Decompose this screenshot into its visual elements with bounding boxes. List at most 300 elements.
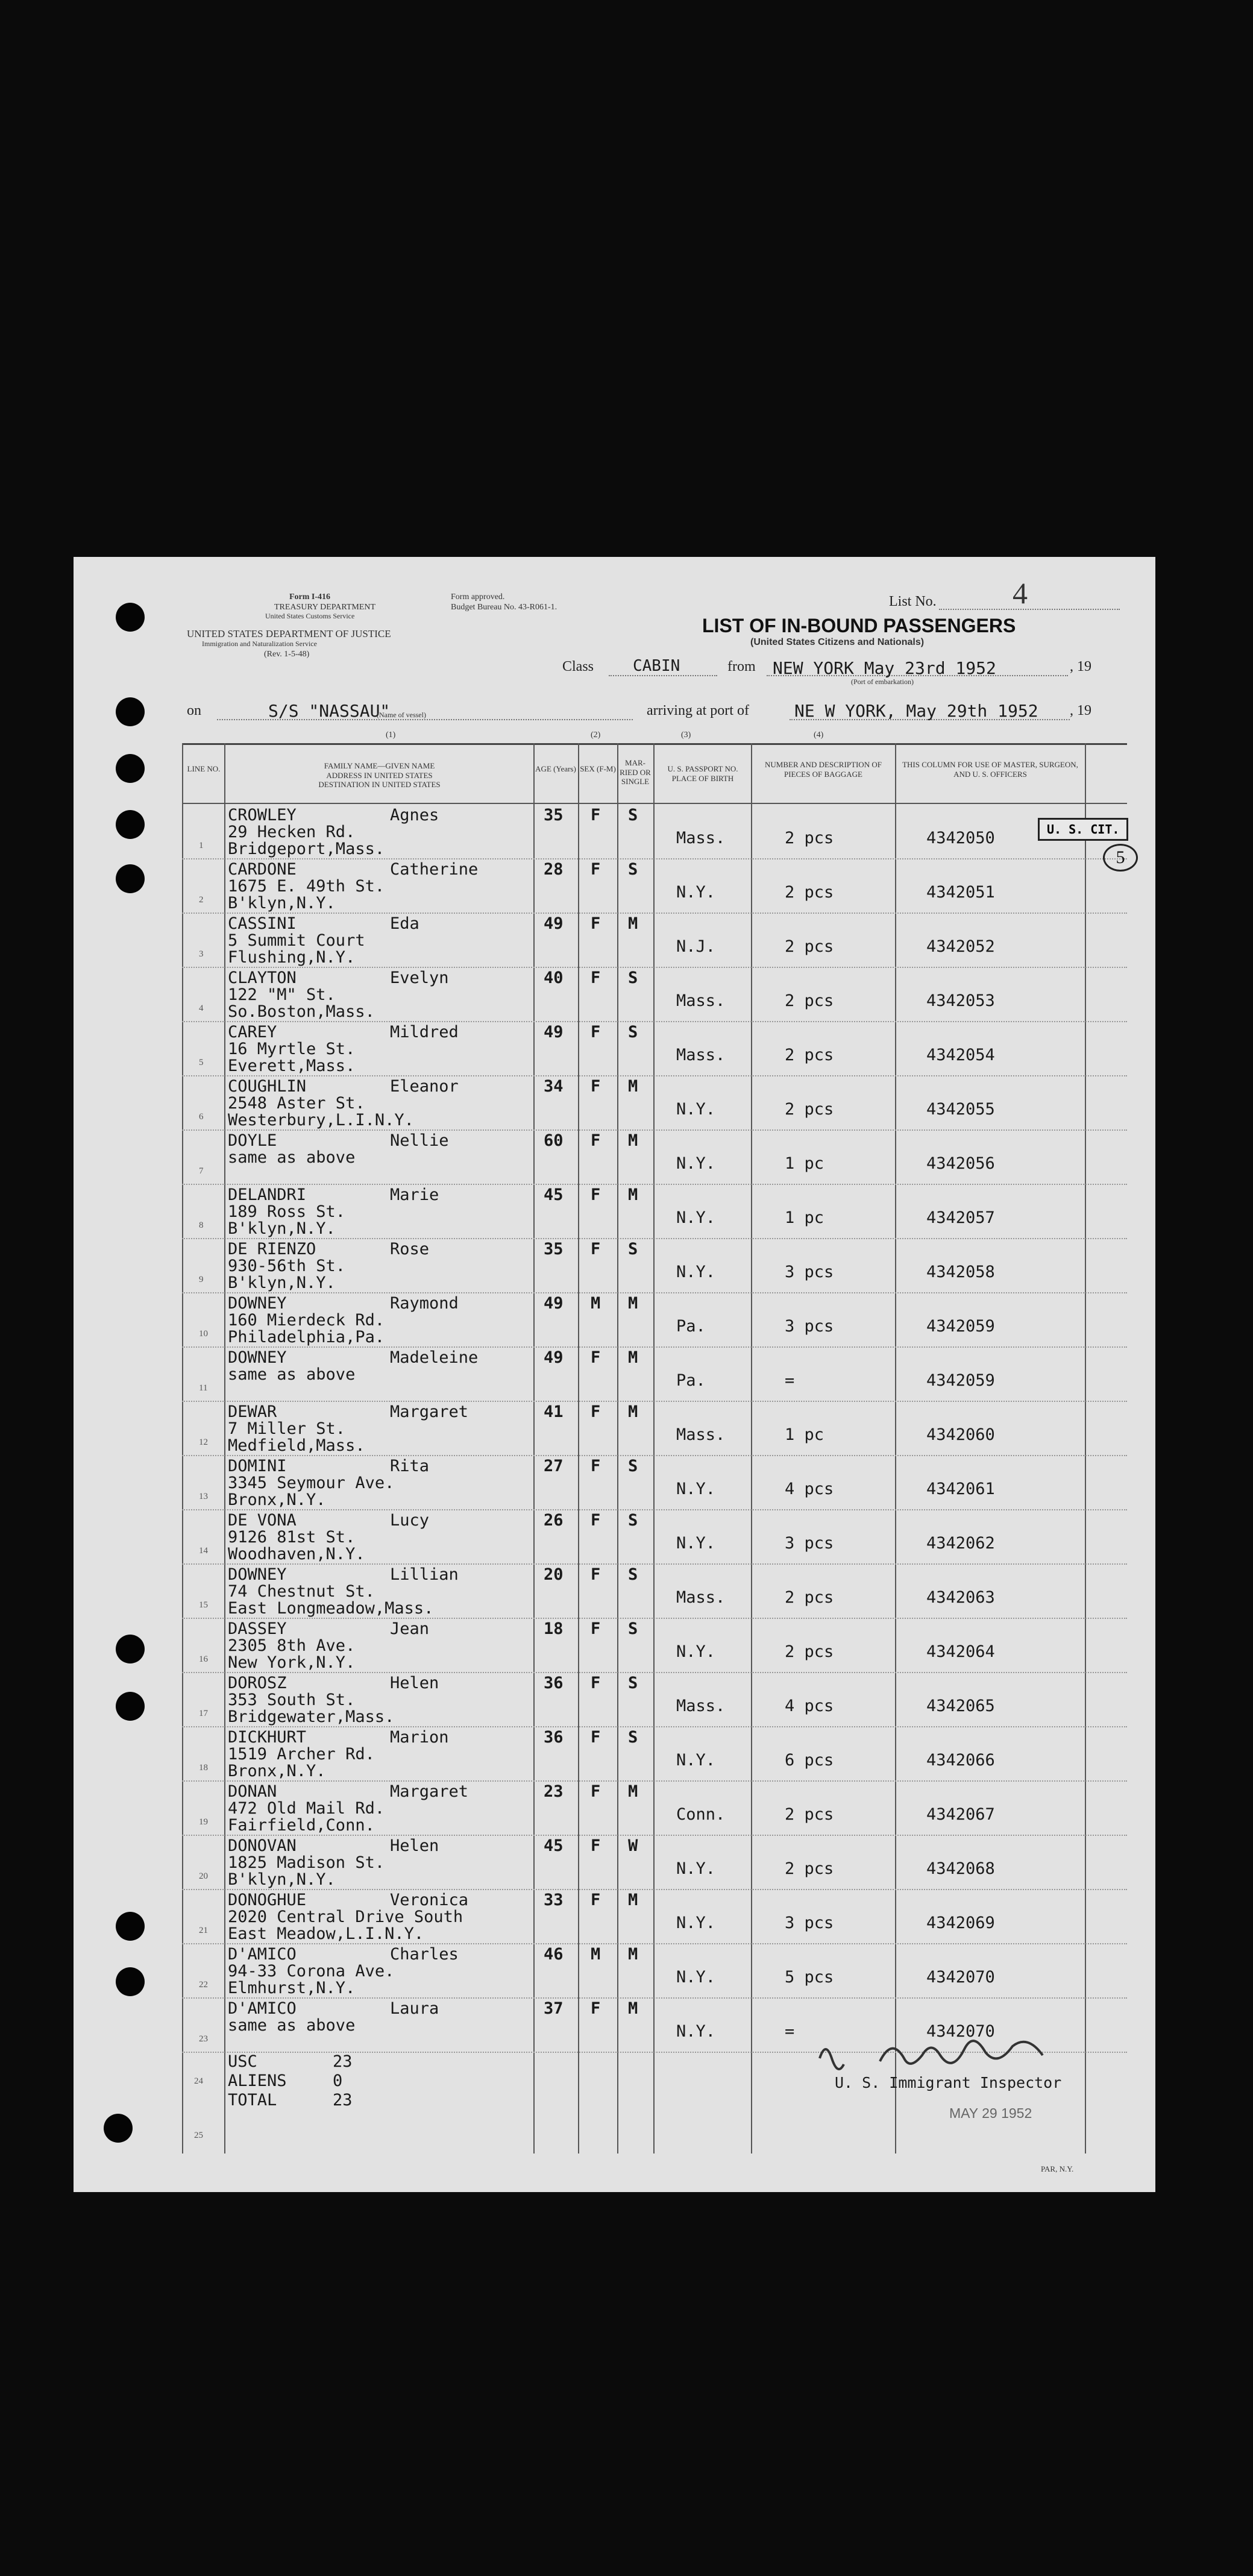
given-name: Madeleine	[390, 1348, 479, 1367]
punch-hole	[104, 2114, 133, 2143]
address-line-1: 5 Summit Court	[228, 931, 365, 950]
place-of-birth: N.Y.	[676, 1914, 716, 1932]
line-number: 10	[199, 1329, 208, 1339]
family-name: DEWAR	[228, 1403, 277, 1421]
header-name: FAMILY NAME—GIVEN NAME ADDRESS IN UNITED STATES DESTINATION IN UNITED STATES	[318, 761, 441, 790]
age: 18	[544, 1619, 564, 1638]
given-name: Eda	[390, 914, 419, 933]
arriving-value: NE W YORK, May 29th 1952	[794, 701, 1038, 721]
line-number: 2	[199, 895, 204, 905]
age: 36	[544, 1674, 564, 1692]
family-name: DICKHURT	[228, 1728, 307, 1747]
line-number: 19	[199, 1817, 208, 1827]
family-name: DELANDRI	[228, 1186, 307, 1204]
table-row	[182, 1781, 1127, 1835]
place-of-birth: Conn.	[676, 1805, 726, 1824]
officer-number: 4342069	[926, 1914, 995, 1932]
address-line-2: Medfield,Mass.	[228, 1436, 365, 1455]
line-number: 3	[199, 949, 204, 959]
address-line-2: Bridgeport,Mass.	[228, 840, 385, 858]
address-line-1: same as above	[228, 2016, 356, 2035]
place-of-birth: N.Y.	[676, 1534, 716, 1553]
address-line-1: 1519 Archer Rd.	[228, 1745, 375, 1764]
given-name: Charles	[390, 1945, 459, 1964]
baggage: 4 pcs	[785, 1480, 834, 1498]
address-line-1: 353 South St.	[228, 1691, 356, 1709]
given-name: Jean	[390, 1619, 430, 1638]
marital-status: S	[628, 1619, 638, 1638]
marital-status: M	[628, 1782, 638, 1801]
punch-hole	[116, 1635, 145, 1663]
year-suffix-2: , 19	[1070, 703, 1091, 718]
officer-number: 4342053	[926, 991, 995, 1010]
given-name: Rita	[390, 1457, 430, 1475]
class-line	[609, 675, 717, 676]
line-number: 11	[199, 1383, 208, 1393]
form-approved: Form approved.	[451, 592, 505, 602]
ins-service: Immigration and Naturalization Service	[202, 639, 317, 648]
table-row	[182, 1239, 1127, 1293]
baggage: 1 pc	[785, 1154, 824, 1173]
address-line-1: 29 Hecken Rd.	[228, 823, 356, 841]
given-name: Marie	[390, 1186, 439, 1204]
sex: F	[591, 914, 601, 933]
total-label: TOTAL	[228, 2091, 277, 2109]
inspector-date-stamp: MAY 29 1952	[949, 2105, 1032, 2121]
col-num-4: (4)	[814, 730, 824, 740]
marital-status: W	[628, 1836, 638, 1855]
address-line-1: 160 Mierdeck Rd.	[228, 1311, 385, 1330]
line-number: 25	[194, 2131, 203, 2140]
family-name: DOWNEY	[228, 1294, 287, 1313]
baggage: 2 pcs	[785, 1859, 834, 1878]
officer-number: 4342050	[926, 829, 995, 847]
officer-number: 4342064	[926, 1642, 995, 1661]
class-value: CABIN	[633, 657, 680, 675]
address-line-2: B'klyn,N.Y.	[228, 894, 336, 913]
family-name: D'AMICO	[228, 1945, 297, 1964]
from-value: NEW YORK May 23rd 1952	[773, 658, 996, 678]
marital-status: M	[628, 1945, 638, 1964]
sex: F	[591, 1403, 601, 1421]
marital-status: M	[628, 1403, 638, 1421]
given-name: Eleanor	[390, 1077, 459, 1096]
table-row	[182, 967, 1127, 1022]
punch-hole	[116, 1967, 145, 1996]
address-line-2: B'klyn,N.Y.	[228, 1219, 336, 1238]
given-name: Mildred	[390, 1023, 459, 1041]
family-name: DONOGHUE	[228, 1891, 307, 1909]
sex: F	[591, 1891, 601, 1909]
sex: F	[591, 1457, 601, 1475]
address-line-1: same as above	[228, 1365, 356, 1384]
marital-status: S	[628, 1457, 638, 1475]
punch-hole	[116, 754, 145, 783]
given-name: Raymond	[390, 1294, 459, 1313]
from-label: from	[727, 659, 756, 674]
sex: F	[591, 806, 601, 825]
line-number: 22	[199, 1980, 208, 1990]
officer-number: 4342068	[926, 1859, 995, 1878]
line-number: 20	[199, 1871, 208, 1881]
sex: F	[591, 1728, 601, 1747]
line-number: 1	[199, 841, 204, 850]
address-line-2: East Longmeadow,Mass.	[228, 1599, 434, 1618]
family-name: DOYLE	[228, 1131, 277, 1150]
officer-number: 4342058	[926, 1263, 995, 1281]
punch-hole	[116, 864, 145, 893]
age: 35	[544, 806, 564, 825]
baggage: 1 pc	[785, 1425, 824, 1444]
marital-status: M	[628, 1999, 638, 2018]
address-line-1: 2305 8th Ave.	[228, 1636, 356, 1655]
given-name: Lucy	[390, 1511, 430, 1530]
list-no-label: List No.	[889, 594, 937, 609]
col-num-1: (1)	[386, 730, 396, 740]
place-of-birth: Mass.	[676, 1588, 726, 1607]
address-line-1: same as above	[228, 1148, 356, 1167]
port-caption: (Port of embarkation)	[851, 677, 914, 686]
given-name: Helen	[390, 1674, 439, 1692]
line-number: 16	[199, 1654, 208, 1664]
on-label: on	[187, 703, 201, 718]
place-of-birth: N.Y.	[676, 1642, 716, 1661]
sex: F	[591, 1565, 601, 1584]
address-line-1: 472 Old Mail Rd.	[228, 1799, 385, 1818]
address-line-2: New York,N.Y.	[228, 1653, 356, 1672]
address-line-1: 930-56th St.	[228, 1257, 346, 1275]
class-label: Class	[562, 659, 594, 674]
us-citizen-stamp: U. S. CIT.	[1038, 818, 1128, 841]
line-number: 21	[199, 1926, 208, 1935]
address-line-2: So.Boston,Mass.	[228, 1002, 375, 1021]
family-name: D'AMICO	[228, 1999, 297, 2018]
punch-hole	[116, 810, 145, 839]
age: 34	[544, 1077, 564, 1096]
place-of-birth: Mass.	[676, 1425, 726, 1444]
marital-status: M	[628, 1077, 638, 1096]
place-of-birth: Mass.	[676, 1046, 726, 1064]
given-name: Marion	[390, 1728, 449, 1747]
family-name: COUGHLIN	[228, 1077, 307, 1096]
table-row	[182, 1293, 1127, 1347]
age: 49	[544, 914, 564, 933]
officer-number: 4342057	[926, 1208, 995, 1227]
address-line-1: 2548 Aster St.	[228, 1094, 365, 1113]
header-passport: U. S. PASSPORT NO. PLACE OF BIRTH	[667, 764, 738, 783]
officer-number: 4342070	[926, 1968, 995, 1987]
marital-status: M	[628, 1348, 638, 1367]
marital-status: S	[628, 806, 638, 825]
baggage: 1 pc	[785, 1208, 824, 1227]
age: 60	[544, 1131, 564, 1150]
marital-status: M	[628, 1131, 638, 1150]
table-row	[182, 1401, 1127, 1456]
punch-hole	[116, 697, 145, 726]
marital-status: S	[628, 860, 638, 879]
address-line-2: Fairfield,Conn.	[228, 1816, 375, 1835]
table-row	[182, 1130, 1127, 1184]
given-name: Lillian	[390, 1565, 459, 1584]
table-row	[182, 1727, 1127, 1781]
baggage: 5 pcs	[785, 1968, 834, 1987]
place-of-birth: N.Y.	[676, 1154, 716, 1173]
sex: F	[591, 1999, 601, 2018]
line-number: 7	[199, 1166, 204, 1176]
sex: F	[591, 1782, 601, 1801]
address-line-1: 189 Ross St.	[228, 1202, 346, 1221]
address-line-2: Philadelphia,Pa.	[228, 1328, 385, 1346]
family-name: CAREY	[228, 1023, 277, 1041]
place-of-birth: N.Y.	[676, 2022, 716, 2041]
sex: F	[591, 969, 601, 987]
aliens-count: 0	[333, 2072, 343, 2090]
baggage: 2 pcs	[785, 1046, 834, 1064]
marital-status: M	[628, 914, 638, 933]
line-number: 24	[194, 2076, 203, 2086]
table-row	[182, 1618, 1127, 1673]
age: 46	[544, 1945, 564, 1964]
place-of-birth: N.J.	[676, 937, 716, 956]
sex: M	[591, 1294, 601, 1313]
vessel-caption: (Name of vessel)	[377, 711, 426, 719]
family-name: CASSINI	[228, 914, 297, 933]
officer-number: 4342051	[926, 883, 995, 902]
header-officers: THIS COLUMN FOR USE OF MASTER, SURGEON, AND U. S. OFFICERS	[902, 760, 1078, 779]
address-line-2: Westerbury,L.I.N.Y.	[228, 1111, 414, 1129]
family-name: CROWLEY	[228, 806, 297, 825]
marital-status: S	[628, 1511, 638, 1530]
form-number: Form I-416	[289, 592, 331, 602]
address-line-2: Bronx,N.Y.	[228, 1491, 326, 1509]
form-rev: (Rev. 1-5-48)	[264, 650, 310, 659]
family-name: DE RIENZO	[228, 1240, 316, 1258]
family-name: CARDONE	[228, 860, 297, 879]
given-name: Margaret	[390, 1782, 469, 1801]
sex: F	[591, 1836, 601, 1855]
baggage: 2 pcs	[785, 937, 834, 956]
punch-hole	[116, 1912, 145, 1941]
family-name: DE VONA	[228, 1511, 297, 1530]
line-number: 6	[199, 1112, 204, 1122]
col-num-3: (3)	[681, 730, 691, 740]
line-number: 8	[199, 1220, 204, 1230]
age: 49	[544, 1023, 564, 1041]
officer-number: 4342063	[926, 1588, 995, 1607]
officer-number: 4342056	[926, 1154, 995, 1173]
officer-number: 4342060	[926, 1425, 995, 1444]
line-number: 14	[199, 1546, 208, 1556]
address-line-2: Everett,Mass.	[228, 1057, 356, 1075]
family-name: DONAN	[228, 1782, 277, 1801]
line-number: 18	[199, 1763, 208, 1773]
address-line-1: 74 Chestnut St.	[228, 1582, 375, 1601]
place-of-birth: N.Y.	[676, 1480, 716, 1498]
baggage: 2 pcs	[785, 1100, 834, 1119]
address-line-2: Elmhurst,N.Y.	[228, 1979, 356, 1997]
given-name: Laura	[390, 1999, 439, 2018]
punch-hole	[116, 603, 145, 632]
baggage: 2 pcs	[785, 1588, 834, 1607]
baggage: 3 pcs	[785, 1914, 834, 1932]
officer-number: 4342054	[926, 1046, 995, 1064]
sex: F	[591, 1023, 601, 1041]
address-line-1: 9126 81st St.	[228, 1528, 356, 1547]
age: 35	[544, 1240, 564, 1258]
age: 49	[544, 1348, 564, 1367]
officer-number: 4342052	[926, 937, 995, 956]
officer-number: 4342059	[926, 1371, 995, 1390]
place-of-birth: Mass.	[676, 1697, 726, 1715]
baggage: 2 pcs	[785, 883, 834, 902]
baggage: 4 pcs	[785, 1697, 834, 1715]
table-row	[182, 859, 1127, 913]
signature-stroke	[820, 2041, 1043, 2069]
sex: F	[591, 860, 601, 879]
baggage: 3 pcs	[785, 1317, 834, 1336]
header-line-no: LINE NO.	[187, 764, 221, 773]
given-name: Evelyn	[390, 969, 449, 987]
header-rule	[182, 803, 1127, 804]
page-title: LIST OF IN-BOUND PASSENGERS	[702, 615, 1016, 636]
officer-number: 4342065	[926, 1697, 995, 1715]
sex: F	[591, 1348, 601, 1367]
table-row	[182, 1890, 1127, 1944]
baggage: 6 pcs	[785, 1751, 834, 1770]
place-of-birth: N.Y.	[676, 1208, 716, 1227]
place-of-birth: N.Y.	[676, 883, 716, 902]
place-of-birth: N.Y.	[676, 1968, 716, 1987]
usc-label: USC	[228, 2052, 257, 2071]
list-no-line	[939, 609, 1120, 610]
marital-status: S	[628, 1023, 638, 1041]
address-line-1: 3345 Seymour Ave.	[228, 1474, 395, 1492]
age: 45	[544, 1186, 564, 1204]
age: 49	[544, 1294, 564, 1313]
baggage: 2 pcs	[785, 991, 834, 1010]
given-name: Agnes	[390, 806, 439, 825]
line-number: 9	[199, 1275, 204, 1284]
marital-status: S	[628, 969, 638, 987]
address-line-2: Bronx,N.Y.	[228, 1762, 326, 1780]
passenger-table	[182, 743, 1127, 2153]
officer-number: 4342059	[926, 1317, 995, 1336]
address-line-2: B'klyn,N.Y.	[228, 1870, 336, 1889]
sex: F	[591, 1131, 601, 1150]
age: 37	[544, 1999, 564, 2018]
place-of-birth: N.Y.	[676, 1751, 716, 1770]
table-row	[182, 1184, 1127, 1239]
officer-number: 4342070	[926, 2022, 995, 2041]
treasury-dept: TREASURY DEPARTMENT	[274, 603, 376, 612]
table-row	[182, 1510, 1127, 1564]
sex: F	[591, 1619, 601, 1638]
sex: F	[591, 1240, 601, 1258]
baggage: 3 pcs	[785, 1263, 834, 1281]
punch-hole	[116, 1692, 145, 1721]
family-name: DONOVAN	[228, 1836, 297, 1855]
table-row	[182, 1944, 1127, 1998]
baggage: 3 pcs	[785, 1534, 834, 1553]
age: 20	[544, 1565, 564, 1584]
place-of-birth: Mass.	[676, 991, 726, 1010]
given-name: Helen	[390, 1836, 439, 1855]
table-row	[182, 1456, 1127, 1510]
header-sex: SEX (F-M)	[580, 764, 616, 773]
age: 41	[544, 1403, 564, 1421]
family-name: DOWNEY	[228, 1348, 287, 1367]
address-line-1: 94-33 Corona Ave.	[228, 1962, 395, 1981]
family-name: DOMINI	[228, 1457, 287, 1475]
aliens-label: ALIENS	[228, 2072, 287, 2090]
marital-status: S	[628, 1728, 638, 1747]
table-row	[182, 1347, 1127, 1401]
line-number: 13	[199, 1492, 208, 1501]
age: 28	[544, 860, 564, 879]
place-of-birth: Pa.	[676, 1371, 706, 1390]
header-baggage: NUMBER AND DESCRIPTION OF PIECES OF BAGGAGE	[765, 760, 882, 779]
age: 40	[544, 969, 564, 987]
table-row	[182, 1673, 1127, 1727]
line-number: 12	[199, 1437, 208, 1447]
age: 27	[544, 1457, 564, 1475]
address-line-2: Woodhaven,N.Y.	[228, 1545, 365, 1563]
table-row	[182, 1835, 1127, 1890]
address-line-1: 2020 Central Drive South	[228, 1908, 463, 1926]
given-name: Catherine	[390, 860, 479, 879]
marital-status: M	[628, 1186, 638, 1204]
marital-status: S	[628, 1240, 638, 1258]
family-name: CLAYTON	[228, 969, 297, 987]
age: 23	[544, 1782, 564, 1801]
family-name: DOWNEY	[228, 1565, 287, 1584]
customs-service: United States Customs Service	[265, 612, 355, 620]
family-name: DOROSZ	[228, 1674, 287, 1692]
address-line-1: 16 Myrtle St.	[228, 1040, 356, 1058]
budget-bureau: Budget Bureau No. 43-R061-1.	[451, 603, 557, 612]
sex: M	[591, 1945, 601, 1964]
address-line-1: 1675 E. 49th St.	[228, 877, 385, 896]
address-line-1: 122 "M" St.	[228, 985, 336, 1004]
line-number: 4	[199, 1004, 204, 1013]
page-subtitle: (United States Citizens and Nationals)	[750, 637, 925, 647]
given-name: Veronica	[390, 1891, 469, 1909]
baggage: 2 pcs	[785, 1805, 834, 1824]
age: 36	[544, 1728, 564, 1747]
place-of-birth: Pa.	[676, 1317, 706, 1336]
baggage: =	[785, 2022, 795, 2041]
address-line-2: East Meadow,L.I.N.Y.	[228, 1924, 424, 1943]
inspector-label: U. S. Immigrant Inspector	[835, 2074, 1062, 2091]
table-row	[182, 1022, 1127, 1076]
total-count: 23	[333, 2091, 353, 2109]
marital-status: S	[628, 1565, 638, 1584]
place-of-birth: Mass.	[676, 829, 726, 847]
list-no-value: 4	[1013, 576, 1028, 610]
header-married: MAR-RIED OR SINGLE	[620, 758, 651, 787]
address-line-2: Bridgewater,Mass.	[228, 1707, 395, 1726]
arriving-label: arriving at port of	[647, 703, 749, 718]
address-line-2: Flushing,N.Y.	[228, 948, 356, 967]
baggage: 2 pcs	[785, 829, 834, 847]
place-of-birth: N.Y.	[676, 1263, 716, 1281]
marital-status: M	[628, 1891, 638, 1909]
given-name: Rose	[390, 1240, 430, 1258]
line-number: 15	[199, 1600, 208, 1610]
sex: F	[591, 1077, 601, 1096]
given-name: Nellie	[390, 1131, 449, 1150]
given-name: Margaret	[390, 1403, 469, 1421]
